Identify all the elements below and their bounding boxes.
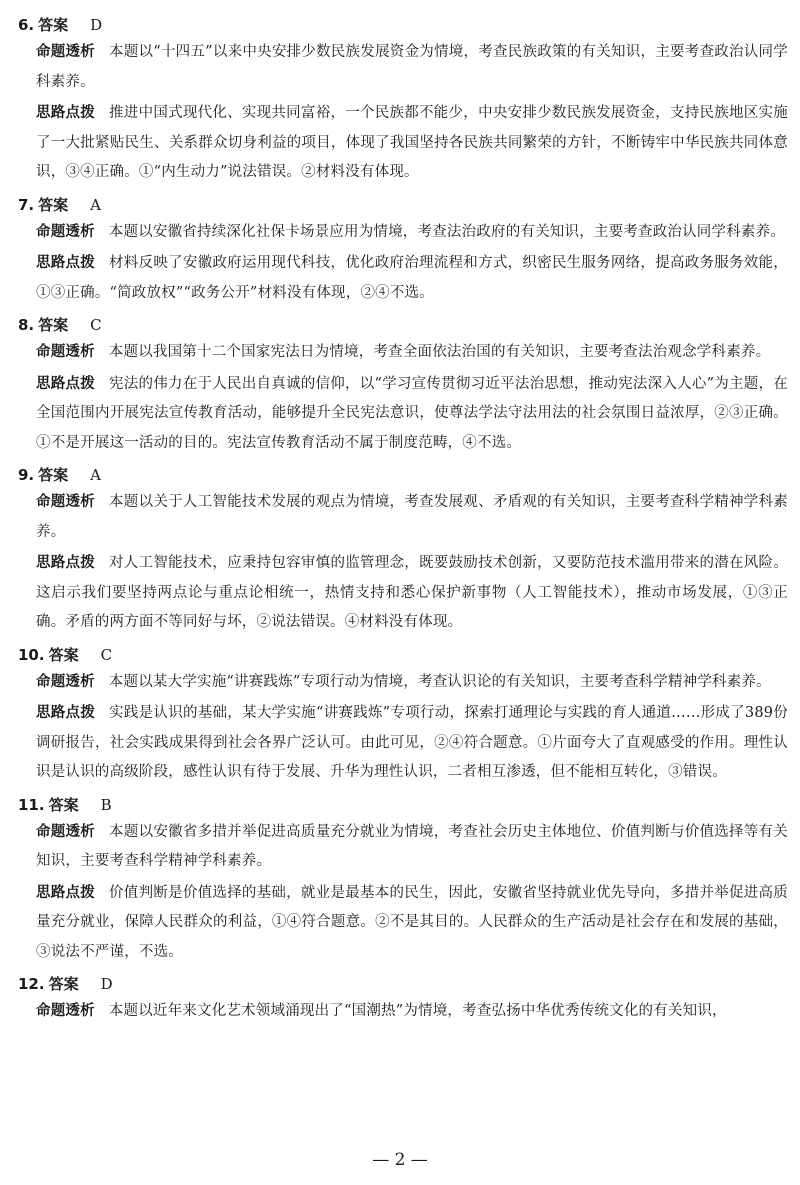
analysis-text: 材料反映了安徽政府运用现代科技，优化政府治理流程和方式，织密民生服务网络，提高政务服务效能，①③正确。“简政放权”“政务公开”材料没有体现，②④不选。 [36, 255, 788, 301]
analysis-paragraph [18, 879, 788, 968]
analysis-text: 宪法的伟力在于人民出自真诚的信仰，以“学习宣传贯彻习近平法治思想，推动宪法深入人心”为主题，在全国范围内开展宪法宣传教育活动，能够提升全民宪法意识，使尊法学法守法用法的社会氛围日益浓厚，②③正确。①不是开展这一活动的目的。宪法宣传教育活动不属于制度范畴，④不选。 [36, 375, 788, 451]
answer-line [18, 12, 788, 38]
question-block [18, 792, 788, 968]
topic-paragraph [18, 488, 788, 547]
question-block [18, 971, 788, 1027]
topic-label: 命题透析 [36, 44, 95, 60]
topic-text: 本题以安徽省多措并举促进高质量充分就业为情境，考查社会历史主体地位、价值判断与价值选择等有关知识，主要考查科学精神学科素养。 [36, 823, 788, 869]
answer-line [18, 192, 788, 218]
analysis-label: 思路点拨 [36, 105, 96, 121]
question-number: 8. [18, 316, 35, 334]
topic-label: 命题透析 [36, 223, 95, 240]
answer-letter: D [100, 975, 113, 993]
question-block [18, 12, 788, 188]
topic-paragraph [18, 218, 788, 248]
topic-text: 本题以近年来文化艺术领域涌现出了“国潮热”为情境，考查弘扬中华优秀传统文化的有关知识， [108, 1003, 727, 1019]
topic-text: 本题以我国第十二个国家宪法日为情境，考查全面依法治国的有关知识，主要考查法治观念学科素养。 [108, 344, 771, 360]
topic-paragraph [18, 997, 788, 1027]
question-block [18, 312, 788, 458]
answer-line [18, 642, 788, 668]
question-block [18, 462, 788, 638]
topic-paragraph [18, 38, 788, 97]
analysis-paragraph [18, 370, 788, 459]
answer-label: 答案 [48, 795, 79, 814]
question-number: 10. [18, 645, 45, 664]
question-number: 11. [18, 795, 45, 814]
analysis-text: 推进中国式现代化、实现共同富裕，一个民族都不能少，中央安排少数民族发展资金，支持民族地区实施了一大批紧贴民生、关系群众切身利益的项目，体现了我国坚持各民族共同繁荣的方针，不断铸牢中华民族共同体意识，③④正确。①“内生动力”说法错误。②材料没有体现。 [36, 105, 788, 180]
question-number: 12. [18, 975, 45, 993]
analysis-label: 思路点拨 [36, 375, 95, 392]
question-block [18, 642, 788, 788]
answer-label: 答案 [38, 16, 69, 34]
question-number: 6. [18, 16, 35, 34]
question-block [18, 192, 788, 309]
answer-line [18, 792, 788, 818]
answer-label: 答案 [38, 466, 69, 484]
topic-label: 命题透析 [36, 673, 95, 690]
topic-text: 本题以关于人工智能技术发展的观点为情境，考查发展观、矛盾观的有关知识，主要考查科学精神学科素养。 [36, 494, 788, 540]
topic-label: 命题透析 [36, 1003, 95, 1019]
answer-line [18, 971, 788, 997]
topic-text: 本题以某大学实施“讲赛践炼”专项行动为情境，考查认识论的有关知识，主要考查科学精神学科素养。 [108, 673, 771, 690]
topic-paragraph [18, 818, 788, 877]
topic-text: 本题以“十四五”以来中央安排少数民族发展资金为情境，考查民族政策的有关知识，主要考查政治认同学科素养。 [36, 44, 788, 90]
page-number: — 2 — [372, 1150, 428, 1170]
answer-line [18, 312, 788, 338]
answer-letter: C [100, 645, 113, 664]
topic-paragraph [18, 668, 788, 698]
question-number: 9. [18, 466, 35, 484]
answer-letter: A [90, 466, 101, 484]
analysis-text: 对人工智能技术，应秉持包容审慎的监管理念，既要鼓励技术创新，又要防范技术滥用带来的潜在风险。这启示我们要坚持两点论与重点论相统一，热情支持和悉心保护新事物（人工智能技术），推动市场发展，①③正确。矛盾的两方面不等同好与坏，②说法错误。④材料没有体现。 [36, 555, 788, 630]
answer-label: 答案 [48, 645, 79, 664]
analysis-label: 思路点拨 [36, 884, 96, 901]
analysis-paragraph [18, 99, 788, 188]
topic-label: 命题透析 [36, 494, 96, 510]
analysis-text: 实践是认识的基础，某大学实施“讲赛践炼”专项行动，探索打通理论与实践的育人通道……形成了389份调研报告，社会实践成果得到社会各界广泛认可。由此可见，②④符合题意。①片面夸大了直观感受的作用。理性认识是认识的高级阶段，感性认识有待于发展、升华为理性认识，二者相互渗透，但不能相互转化，③错误。 [36, 705, 788, 780]
answer-label: 答案 [48, 975, 79, 993]
topic-label: 命题透析 [36, 344, 95, 360]
answer-letter: B [100, 795, 112, 814]
analysis-text: 价值判断是价值选择的基础，就业是最基本的民生，因此，安徽省坚持就业优先导向，多措并举促进高质量充分就业，保障人民群众的利益，①④符合题意。②不是其目的。人民群众的生产活动是社会存在和发展的基础，③说法不严谨，不选。 [36, 884, 788, 960]
topic-text: 本题以安徽省持续深化社保卡场景应用为情境，考查法治政府的有关知识，主要考查政治认同学科素养。 [108, 223, 786, 240]
answer-label: 答案 [38, 195, 69, 214]
analysis-label: 思路点拨 [36, 255, 96, 271]
answer-letter: A [90, 195, 101, 214]
topic-paragraph [18, 338, 788, 368]
question-number: 7. [18, 195, 35, 214]
analysis-paragraph [18, 549, 788, 638]
answer-line [18, 462, 788, 488]
answer-page [18, 12, 788, 1031]
analysis-paragraph [18, 249, 788, 308]
analysis-label: 思路点拨 [36, 705, 96, 721]
analysis-paragraph [18, 699, 788, 788]
analysis-label: 思路点拨 [36, 555, 96, 571]
answer-letter: C [90, 316, 102, 334]
answer-letter: D [90, 16, 103, 34]
answer-label: 答案 [38, 316, 69, 334]
topic-label: 命题透析 [36, 823, 96, 840]
